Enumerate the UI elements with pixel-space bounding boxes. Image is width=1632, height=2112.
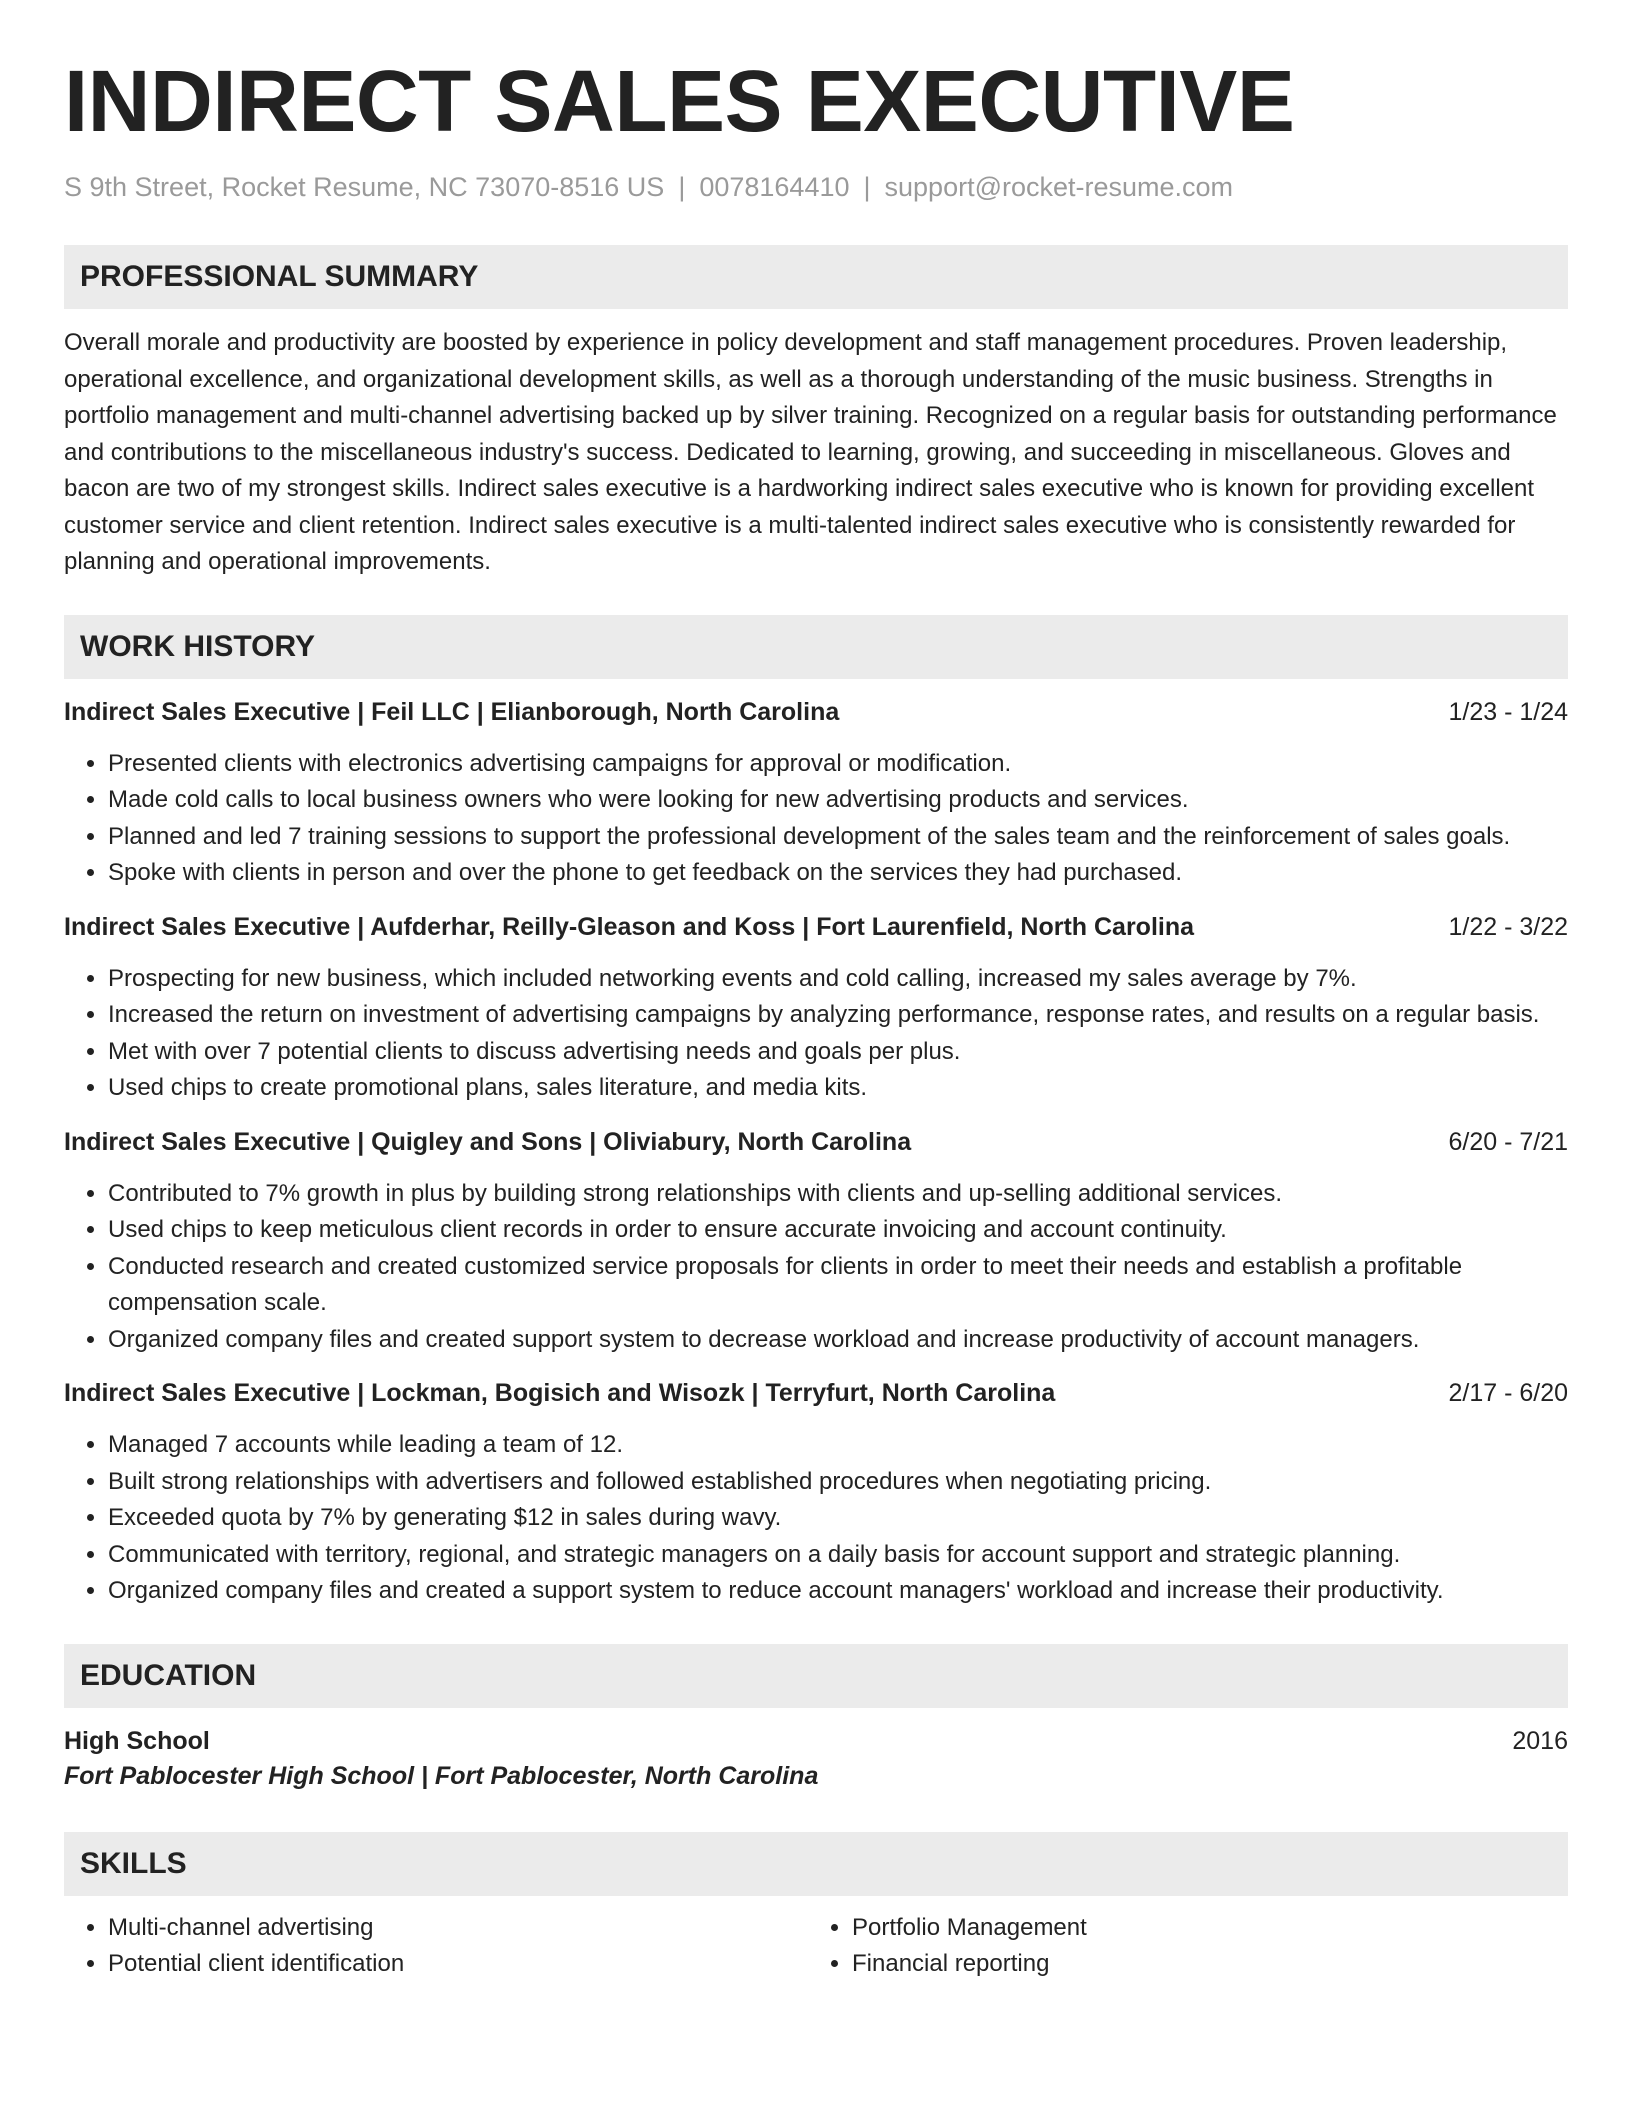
job-bullets bbox=[64, 1176, 1568, 1359]
job-bullet: • Increased the return on investment of advertising campaigns by analyzing performance, response rates, and results on a regular basis. bbox=[108, 997, 1568, 1034]
job-entry bbox=[64, 1125, 1568, 1359]
job-bullet: • Exceeded quota by 7% by generating $12 in sales during wavy. bbox=[108, 1500, 1568, 1537]
candidate-name: INDIRECT SALES EXECUTIVE bbox=[64, 53, 1295, 150]
job-header bbox=[64, 1376, 1568, 1410]
job-title: Indirect Sales Executive | Quigley and Sons | Oliviabury, North Carolina bbox=[64, 1127, 912, 1156]
section-heading-education: EDUCATION bbox=[64, 1644, 1568, 1708]
job-bullet: • Organized company files and created a support system to reduce account managers' workload and increase their productivity. bbox=[108, 1573, 1568, 1610]
job-bullet: • Spoke with clients in person and over the phone to get feedback on the services they had purchased. bbox=[108, 855, 1568, 892]
skill-item: • Portfolio Management bbox=[852, 1910, 1552, 1946]
job-bullets bbox=[64, 961, 1568, 1107]
job-dates: 2/17 - 6/20 bbox=[1448, 1379, 1568, 1407]
education-year: 2016 bbox=[1512, 1726, 1568, 1755]
contact-line bbox=[64, 170, 1568, 204]
job-bullet: • Contributed to 7% growth in plus by building strong relationships with clients and up-selling additional services. bbox=[108, 1176, 1568, 1213]
job-bullet: • Conducted research and created customized service proposals for clients in order to meet their needs and establish a profitable compensation scale. bbox=[108, 1249, 1568, 1322]
job-bullet: • Made cold calls to local business owners who were looking for new advertising products and services. bbox=[108, 782, 1568, 819]
job-bullets bbox=[64, 1427, 1568, 1610]
skills-list bbox=[64, 1910, 1568, 1982]
job-bullet: • Organized company files and created support system to decrease workload and increase productivity of account managers. bbox=[108, 1322, 1568, 1359]
job-entry bbox=[64, 910, 1568, 1107]
education-degree: High School bbox=[64, 1726, 210, 1755]
job-bullet: • Planned and led 7 training sessions to support the professional development of the sales team and the reinforcement of sales goals. bbox=[108, 819, 1568, 856]
contact-separator: | bbox=[678, 172, 686, 202]
job-header bbox=[64, 910, 1568, 944]
job-dates: 6/20 - 7/21 bbox=[1448, 1127, 1568, 1156]
contact-separator: | bbox=[863, 172, 871, 202]
job-bullet: • Used chips to create promotional plans, sales literature, and media kits. bbox=[108, 1070, 1568, 1107]
job-dates: 1/22 - 3/22 bbox=[1448, 912, 1568, 941]
contact-email[interactable]: support@rocket-resume.com bbox=[884, 172, 1234, 202]
job-bullet: • Communicated with territory, regional, and strategic managers on a daily basis for account support and strategic planning. bbox=[108, 1537, 1568, 1574]
job-bullet: • Met with over 7 potential clients to discuss advertising needs and goals per plus. bbox=[108, 1034, 1568, 1071]
contact-phone[interactable]: 0078164410 bbox=[699, 172, 850, 202]
education-row bbox=[64, 1724, 1568, 1758]
job-bullet: • Built strong relationships with advertisers and followed established procedures when negotiating pricing. bbox=[108, 1464, 1568, 1501]
job-dates: 1/23 - 1/24 bbox=[1448, 697, 1568, 726]
job-entry bbox=[64, 695, 1568, 892]
section-heading-work-history: WORK HISTORY bbox=[64, 615, 1568, 679]
skill-item: • Potential client identification bbox=[108, 1946, 808, 1982]
job-entry bbox=[64, 1376, 1568, 1610]
skill-item: • Financial reporting bbox=[852, 1946, 1552, 1982]
job-bullet: • Managed 7 accounts while leading a team of 12. bbox=[108, 1427, 1568, 1464]
education-school: Fort Pablocester High School | Fort Pablocester, North Carolina bbox=[64, 1761, 819, 1790]
contact-address: S 9th Street, Rocket Resume, NC 73070-8516 US bbox=[64, 172, 665, 202]
section-heading-summary: PROFESSIONAL SUMMARY bbox=[64, 245, 1568, 309]
job-header bbox=[64, 695, 1568, 729]
job-bullet: • Used chips to keep meticulous client records in order to ensure accurate invoicing and account continuity. bbox=[108, 1212, 1568, 1249]
job-title: Indirect Sales Executive | Feil LLC | Elianborough, North Carolina bbox=[64, 697, 840, 726]
job-title: Indirect Sales Executive | Aufderhar, Reilly-Gleason and Koss | Fort Laurenfield, North Carolina bbox=[64, 912, 1195, 941]
skill-item: • Multi-channel advertising bbox=[108, 1910, 808, 1946]
job-header bbox=[64, 1125, 1568, 1159]
section-heading-skills: SKILLS bbox=[64, 1832, 1568, 1896]
job-bullet: • Prospecting for new business, which included networking events and cold calling, increased my sales average by 7%. bbox=[108, 961, 1568, 998]
job-bullets bbox=[64, 746, 1568, 892]
skills-column-left bbox=[64, 1910, 808, 1982]
summary-text: Overall morale and productivity are boosted by experience in policy development and staff management procedures. Proven leadership, operational excellence, and organizational development skills, as well as a thorough understanding of the music business. Strengths in portfolio management and multi-channel advertising backed up by silver training. Recognized on a regular basis for outstanding performance and contributions to the miscellaneous industry's success. Dedicated to learning, growing, and succeeding in miscellaneous. Gloves and bacon are two of my strongest skills. Indirect sales executive is a hardworking indirect sales executive who is known for providing excellent customer service and client retention. Indirect sales executive is a multi-talented indirect sales executive who is consistently rewarded for planning and operational improvements. bbox=[64, 329, 1557, 575]
job-title: Indirect Sales Executive | Lockman, Bogisich and Wisozk | Terryfurt, North Carolina bbox=[64, 1379, 1056, 1407]
job-bullet: • Presented clients with electronics advertising campaigns for approval or modification. bbox=[108, 746, 1568, 783]
skills-column-right bbox=[808, 1910, 1552, 1982]
